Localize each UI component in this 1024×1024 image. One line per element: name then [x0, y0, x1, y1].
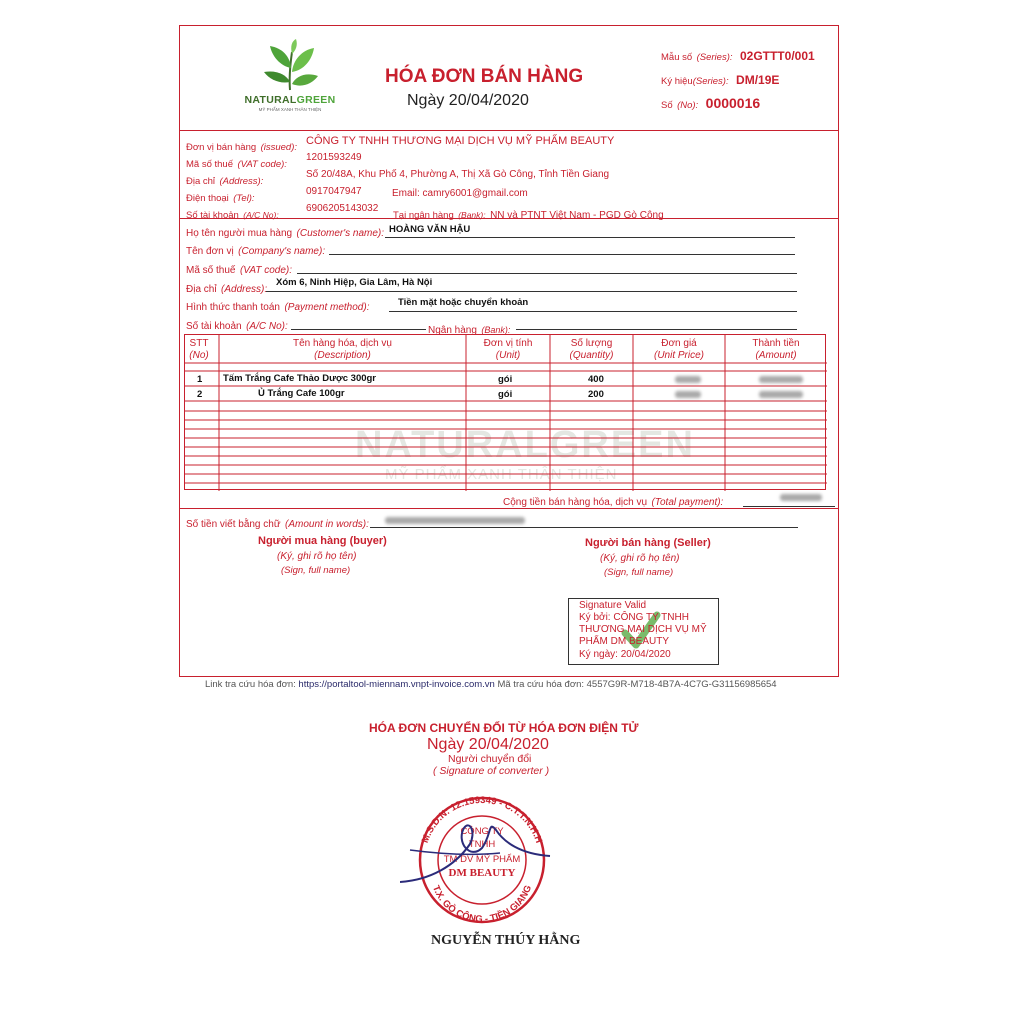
buyer-payment-label: Hình thức thanh toán (Payment method): — [186, 302, 370, 313]
seller-issued-label: Đơn vị bán hàng (issued): — [186, 142, 298, 153]
signer-name: NGUYỄN THÚY HẰNG — [431, 933, 581, 948]
logo-tagline: MỸ PHẨM XANH THÂN THIỆN — [258, 107, 322, 112]
number-field: Số (No): 0000016 — [661, 95, 761, 111]
buyer-sign-title: Người mua hàng (buyer) — [258, 535, 387, 547]
company-stamp — [400, 790, 580, 930]
handwritten-signature-stroke — [410, 850, 500, 854]
seller-sign-hint-en: (Sign, full name) — [604, 567, 674, 578]
buyer-payment-underline — [389, 311, 797, 312]
seller-account-label: Số tài khoản (A/C No): — [186, 210, 279, 221]
stamp-ring-top: M.S.D.N: 12.159349 - C.T.T.N.H.H — [419, 794, 545, 845]
seller-account-value: 6906205143032 — [306, 203, 379, 214]
company-logo — [240, 38, 340, 118]
svg-text:M.S.D.N: 12.159349 - C.T.T.N.H — [420, 795, 544, 845]
seller-name: CÔNG TY TNHH THƯƠNG MẠI DỊCH VỤ MỸ PHẨM BEAUTY — [306, 135, 615, 147]
series-value: 02GTTT0/001 — [739, 49, 815, 63]
seller-bank: Tại ngân hàng (Bank): NN và PTNT Việt Nam - PGD Gò Công — [393, 210, 664, 221]
header-description: Tên hàng hóa, dịch vụ (Description) — [293, 338, 392, 361]
row-1-unit: gói — [498, 374, 513, 385]
stamp-line-4: DM BEAUTY — [448, 867, 516, 879]
words-value-redacted — [385, 517, 525, 524]
seller-bank-value: NN và PTNT Việt Nam - PGD Gò Công — [490, 210, 664, 221]
signature-date: Ký ngày: 20/04/2020 — [579, 649, 671, 660]
seller-sign-hint: (Ký, ghi rõ họ tên) — [600, 553, 680, 564]
leaf-icon — [260, 38, 320, 94]
lookup-code: 4557G9R-M718-4B7A-4C7G-G31156985654 — [586, 679, 777, 690]
total-label: Cộng tiền bán hàng hóa, dịch vụ (Total payment): — [503, 497, 724, 508]
row-2-unit-price-redacted — [675, 391, 701, 398]
buyer-account-underline — [291, 329, 426, 330]
row-1-no: 1 — [197, 374, 203, 385]
buyer-name-underline — [385, 237, 795, 238]
buyer-payment-value: Tiền mặt hoặc chuyển khoản — [398, 297, 529, 308]
seller-address-value: Số 20/48A, Khu Phố 4, Phường A, Thị Xã Gò Công, Tỉnh Tiền Giang — [306, 169, 610, 180]
row-2-amount-redacted — [759, 391, 803, 398]
series-field: Mẫu số (Series): 02GTTT0/001 — [661, 49, 815, 63]
invoice-title: HÓA ĐƠN BÁN HÀNG — [385, 66, 584, 87]
lookup-line: Link tra cứu hóa đơn: https://portaltool-miennam.vnpt-invoice.com.vn Mã tra cứu hóa đơn: 4557G9R-M718-4B7A-4C7G-G31156985654 — [205, 679, 777, 690]
signature-signed-by: Ký bởi: CÔNG TY TNHH — [579, 612, 689, 623]
seller-vat-label: Mã số thuế (VAT code): — [186, 159, 287, 170]
buyer-sign-hint-en: (Sign, full name) — [281, 565, 351, 576]
words-label: Số tiền viết bằng chữ (Amount in words): — [186, 519, 369, 530]
lookup-url[interactable]: https://portaltool-miennam.vnpt-invoice.com.vn — [298, 679, 495, 690]
header-no: STT (No) — [189, 338, 209, 361]
buyer-account-label: Số tài khoản (A/C No): — [186, 321, 288, 332]
symbol-field: Ký hiệu(Series): DM/19E — [661, 73, 780, 87]
header-unit: Đơn vị tính (Unit) — [483, 338, 533, 361]
total-amount-redacted — [780, 494, 822, 501]
row-1-amount-redacted — [759, 376, 803, 383]
converter-label-en: ( Signature of converter ) — [433, 765, 550, 777]
buyer-bank-underline — [516, 329, 797, 330]
signature-valid-status: Signature Valid — [579, 600, 647, 611]
conversion-title: HÓA ĐƠN CHUYỂN ĐỔI TỪ HÓA ĐƠN ĐIỆN TỬ — [369, 721, 639, 735]
items-table — [184, 334, 826, 490]
row-2-unit: gói — [498, 389, 513, 400]
stamp-line-2: TNHH — [468, 839, 496, 850]
header-quantity: Số lượng (Quantity) — [569, 338, 614, 361]
row-1-description: Tấm Trắng Cafe Thảo Dược 300gr — [223, 373, 377, 384]
words-underline — [370, 527, 798, 528]
seller-tel-label: Điện thoại (Tel): — [186, 193, 255, 204]
seller-vat-value: 1201593249 — [306, 152, 362, 163]
watermark-tagline: MỸ PHẨM XANH THÂN THIỆN — [385, 466, 618, 483]
row-2-description: Ủ Trắng Cafe 100gr — [258, 388, 345, 399]
buyer-address-underline — [266, 291, 797, 292]
stamp-line-3: TM DV MỸ PHẨM — [443, 854, 521, 865]
signature-valid-box — [568, 598, 719, 665]
converter-label: Người chuyển đổi — [448, 753, 532, 765]
row-1-quantity: 400 — [588, 374, 604, 385]
row-2-quantity: 200 — [588, 389, 604, 400]
row-1-unit-price-redacted — [675, 376, 701, 383]
seller-tel-value: 0917047947 — [306, 186, 362, 197]
buyer-name-value: HOÀNG VĂN HẬU — [389, 224, 471, 235]
row-2-no: 2 — [197, 389, 203, 400]
symbol-value: DM/19E — [736, 73, 780, 87]
invoice-date: Ngày 20/04/2020 — [407, 92, 529, 109]
stamp-line-1: CÔNG TY — [460, 826, 504, 837]
buyer-address-value: Xóm 6, Ninh Hiệp, Gia Lâm, Hà Nội — [276, 277, 433, 288]
watermark-brand: NATURALGREEN — [355, 424, 695, 466]
buyer-address-label: Địa chỉ (Address): — [186, 284, 268, 295]
seller-address-label: Địa chỉ (Address): — [186, 176, 264, 187]
signature-signed-by-2: THƯƠNG MẠI DỊCH VỤ MỸ — [579, 624, 707, 635]
buyer-name-label: Họ tên người mua hàng (Customer's name): — [186, 228, 385, 239]
buyer-vat-underline — [297, 273, 797, 274]
signature-signed-by-3: PHẨM DM BEAUTY — [579, 636, 670, 647]
seller-email: Email: camry6001@gmail.com — [392, 188, 528, 199]
header-unit-price: Đơn giá (Unit Price) — [653, 338, 704, 361]
buyer-vat-label: Mã số thuế (VAT code): — [186, 265, 292, 276]
stamp-ring-bottom: T.X. GÒ CÔNG - TIỀN GIANG — [429, 883, 535, 926]
buyer-company-label: Tên đơn vị (Company's name): — [186, 246, 326, 257]
logo-wordmark: NATURALGREEN — [244, 94, 336, 106]
buyer-bank-label: Ngân hàng (Bank): — [428, 325, 511, 336]
buyer-sign-hint: (Ký, ghi rõ họ tên) — [277, 551, 357, 562]
total-underline — [743, 506, 835, 507]
divider-header — [179, 130, 839, 131]
conversion-date: Ngày 20/04/2020 — [427, 736, 549, 753]
seller-sign-title: Người bán hàng (Seller) — [585, 537, 711, 549]
header-amount: Thành tiền (Amount) — [752, 338, 800, 361]
buyer-company-underline — [329, 254, 795, 255]
number-value: 0000016 — [705, 95, 761, 111]
